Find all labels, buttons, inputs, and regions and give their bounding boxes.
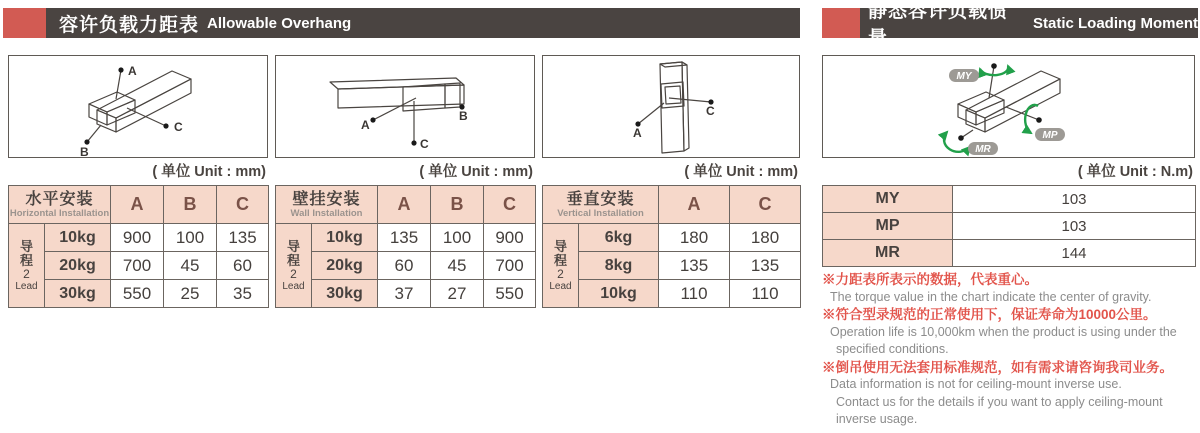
unit-label-mm: ( 单位 Unit : mm)	[419, 164, 533, 180]
value-cell: 135	[217, 224, 269, 252]
table-row	[543, 280, 801, 308]
actuator-rail	[330, 78, 464, 143]
value-cell: 700	[484, 252, 536, 280]
section-title-en: Allowable Overhang	[207, 14, 352, 32]
table-row	[276, 224, 536, 252]
table-row	[823, 213, 1196, 240]
table-row	[276, 280, 536, 308]
value-cell: 110	[730, 280, 801, 308]
load-cell: 10kg	[312, 224, 378, 252]
load-cell: 10kg	[45, 224, 111, 252]
lead-cn-1: 导	[19, 238, 33, 254]
point-c-dot	[411, 140, 416, 145]
column-header-a: A	[378, 186, 431, 224]
note-en: inverse usage.	[836, 412, 918, 426]
table-title-en: Vertical Installation	[557, 207, 644, 219]
note-en: Operation life is 10,000km when the product is using under the	[830, 324, 1177, 339]
actuator-isometric-drawing	[543, 56, 799, 157]
table-horizontal-installation	[8, 185, 268, 308]
point-a-dot	[118, 67, 123, 72]
section-title-cn: 静态容许负载惯量	[868, 1, 1009, 49]
note-en: Data information is not for ceiling-mount inverse use.	[830, 377, 1122, 391]
point-b-dot	[84, 139, 89, 144]
value-cell: 550	[484, 280, 536, 308]
unit-label-mm: ( 单位 Unit : mm)	[684, 164, 798, 180]
table-title-cell	[276, 186, 378, 224]
table-row	[276, 252, 536, 280]
actuator-rail	[638, 62, 711, 153]
table-title-cn: 水平安装	[25, 190, 94, 208]
point-a-label: A	[128, 64, 137, 78]
value-cell: 135	[730, 252, 801, 280]
lead-cn-2: 程	[286, 252, 300, 268]
moment-value-mr: 144	[953, 240, 1196, 267]
load-cell: 30kg	[45, 280, 111, 308]
table-title-cn: 垂直安装	[566, 190, 635, 208]
value-cell: 37	[378, 280, 431, 308]
actuator-isometric-drawing	[9, 56, 267, 157]
diagram-loading-moment	[822, 55, 1195, 158]
mp-badge	[1035, 128, 1065, 141]
value-cell: 60	[378, 252, 431, 280]
load-cell: 6kg	[579, 224, 659, 252]
load-cell: 30kg	[312, 280, 378, 308]
value-cell: 135	[378, 224, 431, 252]
table-row	[543, 252, 801, 280]
value-cell: 700	[111, 252, 164, 280]
value-cell: 35	[217, 280, 269, 308]
header-bar	[46, 8, 800, 38]
lead-num: 2	[23, 266, 30, 281]
value-cell: 25	[164, 280, 217, 308]
value-cell: 45	[164, 252, 217, 280]
value-cell: 60	[217, 252, 269, 280]
column-header-a: A	[659, 186, 730, 224]
point-a-dot	[370, 117, 375, 122]
table-vertical-installation	[542, 185, 800, 308]
notes-block	[822, 271, 1200, 429]
unit-label-mm: ( 单位 Unit : mm)	[152, 164, 266, 180]
diagram-wall-installation	[275, 55, 535, 158]
table-title-cell	[543, 186, 659, 224]
my-badge	[949, 69, 979, 82]
my-axis-dot	[991, 63, 997, 69]
table-row	[9, 252, 269, 280]
note-en: Contact us for the details if you want to apply ceiling-mount	[836, 394, 1163, 409]
load-cell: 20kg	[45, 252, 111, 280]
diagram-horizontal-installation	[8, 55, 268, 158]
lead-cell	[276, 224, 312, 308]
red-accent-square	[822, 8, 860, 38]
note-en: specified conditions.	[836, 342, 949, 356]
unit-label-nm: ( 单位 Unit : N.m)	[1077, 164, 1193, 180]
point-c-dot	[163, 123, 168, 128]
lead-cn-1: 导	[286, 238, 300, 254]
lead-cn-1: 导	[553, 238, 567, 254]
table-title-en: Wall Installation	[290, 207, 363, 219]
mr-axis-dot	[958, 135, 964, 141]
section-title-cn: 容许负载力距表	[59, 14, 200, 36]
table-row	[823, 240, 1196, 267]
point-c-label: C	[420, 137, 429, 151]
point-c-label: C	[174, 120, 183, 134]
note-cn: ※符合型录规范的正常使用下，保证寿命为10000公里。	[822, 307, 1157, 322]
moment-label-mp: MP	[823, 213, 953, 240]
table-title-en: Horizontal Installation	[9, 207, 110, 219]
column-header-c: C	[484, 186, 536, 224]
lead-en: Lead	[549, 280, 572, 292]
value-cell: 180	[730, 224, 801, 252]
point-b-label: B	[459, 109, 468, 123]
value-cell: 900	[111, 224, 164, 252]
lead-num: 2	[557, 266, 564, 281]
value-cell: 27	[431, 280, 484, 308]
value-cell: 180	[659, 224, 730, 252]
table-wall-installation	[275, 185, 535, 308]
value-cell: 900	[484, 224, 536, 252]
value-cell: 550	[111, 280, 164, 308]
table-header-row	[276, 186, 536, 224]
load-cell: 10kg	[579, 280, 659, 308]
table-row	[9, 280, 269, 308]
note-cn: ※倒吊使用无法套用标准规范，如有需求请咨询我司业务。	[822, 359, 1173, 375]
moment-value-my: 103	[953, 186, 1196, 213]
my-badge-label: MY	[956, 71, 972, 82]
point-b-label: B	[80, 145, 89, 157]
point-c-label: C	[706, 104, 715, 118]
mp-axis-dot	[1036, 117, 1042, 123]
red-accent-square	[3, 8, 46, 38]
column-header-c: C	[730, 186, 801, 224]
table-row	[9, 224, 269, 252]
table-static-loading-moment	[822, 185, 1195, 267]
header-bar	[860, 1, 1198, 49]
note-en: The torque value in the chart indicate the center of gravity.	[830, 289, 1152, 304]
diagram-vertical-installation	[542, 55, 800, 158]
value-cell: 135	[659, 252, 730, 280]
lead-cell	[9, 224, 45, 308]
value-cell: 110	[659, 280, 730, 308]
point-a-label: A	[361, 118, 370, 132]
lead-en: Lead	[15, 280, 38, 292]
table-title-cell	[9, 186, 111, 224]
value-cell: 45	[431, 252, 484, 280]
load-cell: 20kg	[312, 252, 378, 280]
column-header-b: B	[431, 186, 484, 224]
section-header-allowable-overhang	[3, 8, 800, 38]
section-header-static-loading-moment	[822, 1, 1198, 49]
moment-label-my: MY	[823, 186, 953, 213]
lead-cn-2: 程	[19, 252, 33, 268]
table-row	[543, 224, 801, 252]
table-header-row	[9, 186, 269, 224]
lead-cn-2: 程	[553, 252, 567, 268]
value-cell: 100	[164, 224, 217, 252]
load-cell: 8kg	[579, 252, 659, 280]
column-header-a: A	[111, 186, 164, 224]
moment-value-mp: 103	[953, 213, 1196, 240]
column-header-b: B	[164, 186, 217, 224]
table-title-cn: 壁挂安装	[292, 190, 361, 208]
moment-label-mr: MR	[823, 240, 953, 267]
table-header-row	[543, 186, 801, 224]
actuator-moment-drawing	[823, 56, 1194, 157]
mp-badge-label: MP	[1042, 130, 1058, 141]
point-a-label: A	[633, 126, 642, 140]
mr-badge	[968, 142, 998, 155]
actuator-isometric-drawing	[276, 56, 534, 157]
section-title-en: Static Loading Moment	[1033, 14, 1198, 32]
value-cell: 100	[431, 224, 484, 252]
lead-cell	[543, 224, 579, 308]
note-cn: ※力距表所表示的数据，代表重心。	[822, 272, 1038, 287]
lead-num: 2	[290, 266, 297, 281]
column-header-c: C	[217, 186, 269, 224]
table-row	[823, 186, 1196, 213]
mr-badge-label: MR	[975, 144, 991, 155]
lead-en: Lead	[282, 280, 305, 292]
